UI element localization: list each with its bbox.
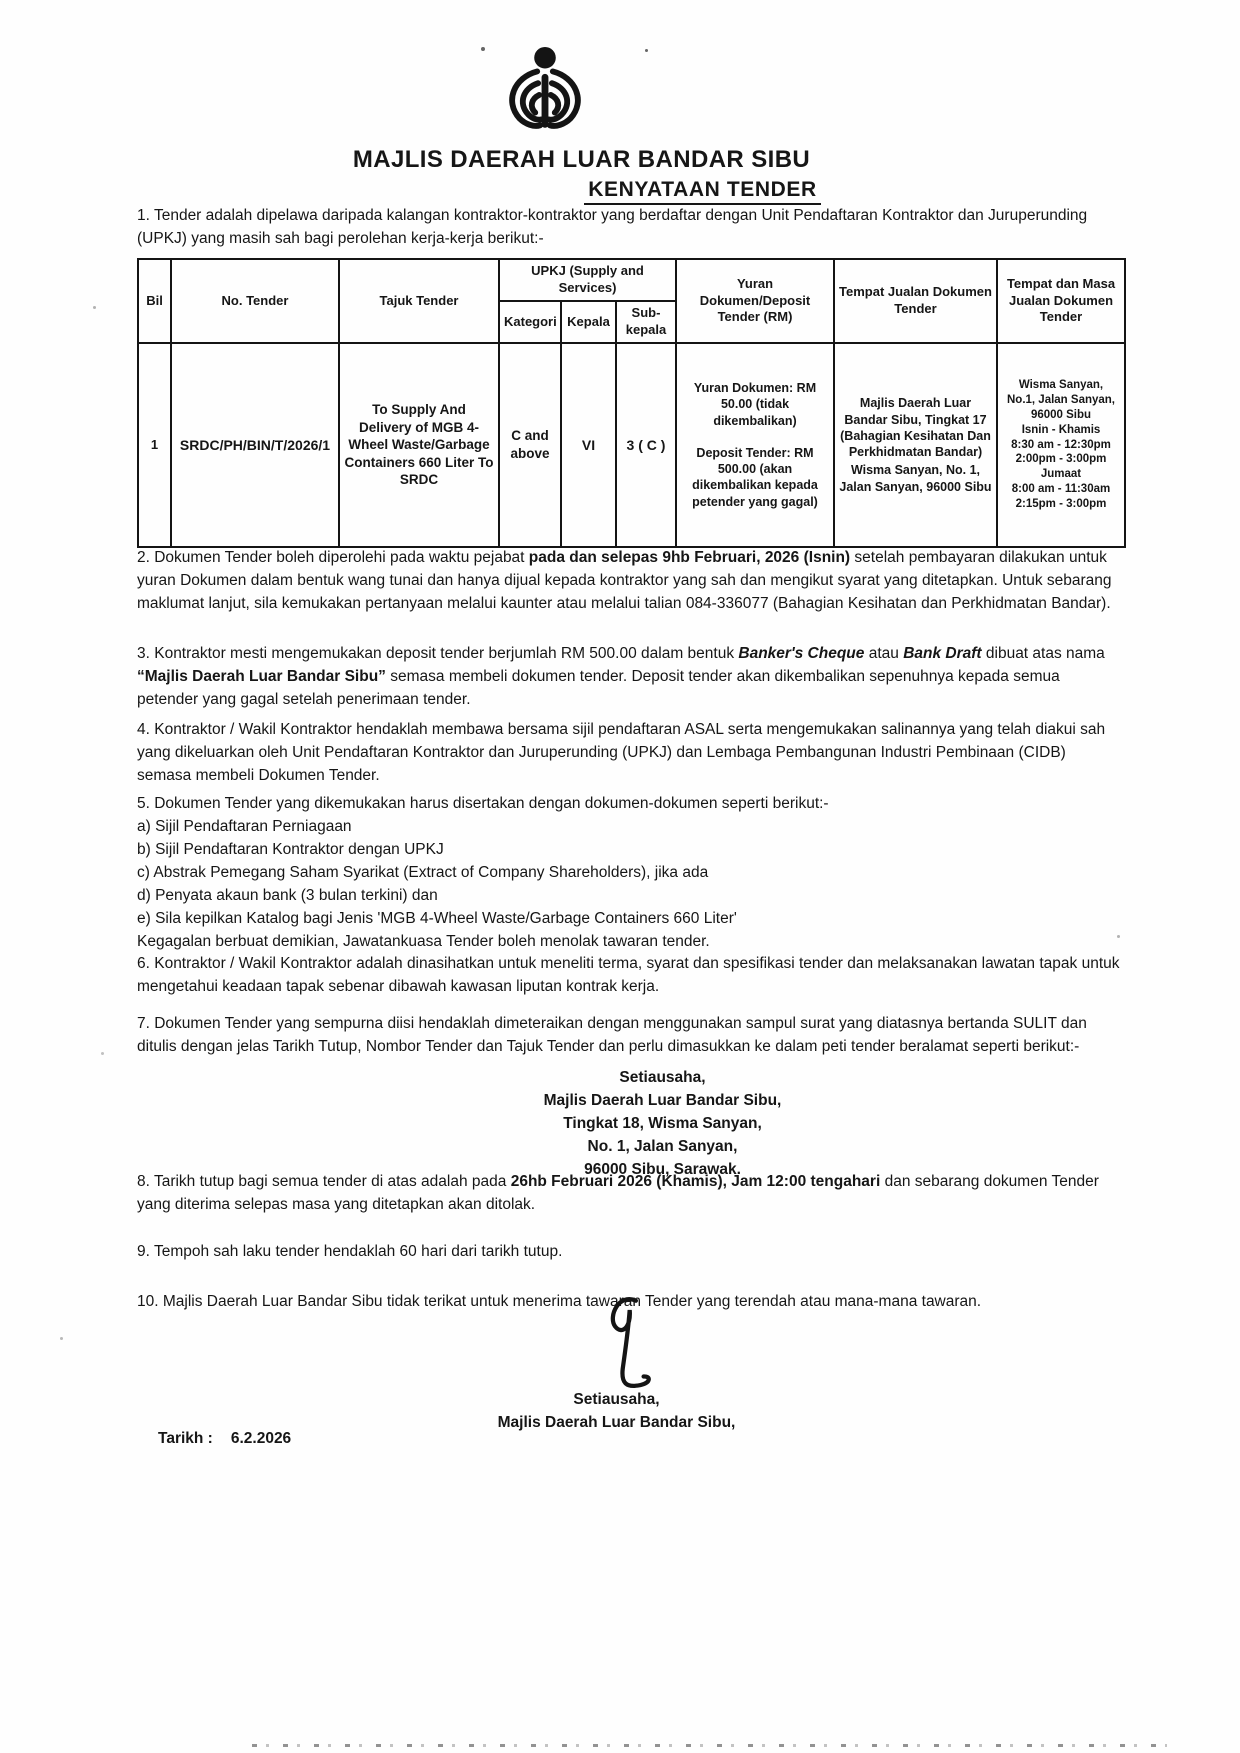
organization-name: MAJLIS DAERAH LUAR BANDAR SIBU [352, 146, 811, 173]
clause-1: 1. Tender adalah dipelawa daripada kalangan kontraktor-kontraktor yang berdaftar dengan Unit Pendaftaran Kontraktor dan Juruperunding (UPKJ) yang masih sah bagi perolehan kerja-kerja berikut:- [137, 207, 1088, 247]
cell-yuran-deposit: Yuran Dokumen: RM 50.00 (tidak dikembalikan) Deposit Tender: RM 500.00 (akan dikembalikan kepada petender yang gagal) [676, 343, 834, 547]
scan-speck [481, 47, 485, 51]
clause-2: 2. Dokumen Tender boleh diperolehi pada waktu pejabat pada dan selepas 9hb Februari, 2026 (Isnin) setelah pembayaran dilakukan untuk yuran Dokumen dalam bentuk wang tunai dan hanya dijual kepada kontraktor yang sah dan mengikut syarat yang ditetapkan. Untuk sebarang maklumat lanjut, sila kemukakan pertanyaan melalui kaunter atau melalui talian 084-336077 (Bahagian Kesihatan dan Perkhidmatan Bandar). [137, 549, 1112, 612]
scan-speck [645, 49, 648, 52]
col-header-no-tender: No. Tender [171, 259, 339, 343]
council-logo-icon [486, 44, 604, 142]
date-line [158, 1430, 291, 1448]
col-header-kepala: Kepala [561, 301, 616, 343]
scanner-edge-noise [252, 1744, 1167, 1747]
date-value: 6.2.2026 [230, 1430, 292, 1447]
clause-7: 7. Dokumen Tender yang sempurna diisi hendaklah dimeteraikan dengan menggunakan sampul surat yang diatasnya bertanda SULIT dan ditulis dengan jelas Tarikh Tutup, Nombor Tender dan Tajuk Tender dan perlu dimasukkan ke dalam peti tender beralamat seperti berikut:- [137, 1015, 1087, 1055]
tender-table-wrap [137, 258, 1124, 548]
clause-10: 10. Majlis Daerah Luar Bandar Sibu tidak terikat untuk menerima tawaran Tender yang terendah atau mana-mana tawaran. [137, 1293, 982, 1310]
col-header-yuran: Yuran Dokumen/Deposit Tender (RM) [676, 259, 834, 343]
col-header-bil: Bil [138, 259, 171, 343]
scan-speck [1117, 935, 1120, 938]
scan-speck [60, 1337, 63, 1340]
cell-bil: 1 [138, 343, 171, 547]
col-header-sub-kepala: Sub-kepala [616, 301, 676, 343]
signature-block: Setiausaha, Majlis Daerah Luar Bandar Sibu, [497, 1391, 736, 1431]
col-header-tempat-jualan: Tempat Jualan Dokumen Tender [834, 259, 997, 343]
clause-5-note: Kegagalan berbuat demikian, Jawatankuasa Tender boleh menolak tawaran tender. [137, 933, 710, 950]
table-row [138, 343, 1125, 547]
tender-box-address: Setiausaha, Majlis Daerah Luar Bandar Sibu, Tingkat 18, Wisma Sanyan, No. 1, Jalan Sanyan, 96000 Sibu, Sarawak. [543, 1069, 782, 1178]
clause-6: 6. Kontraktor / Wakil Kontraktor adalah dinasihatkan untuk meneliti terma, syarat dan spesifikasi tender dan melaksanakan lawatan tapak untuk mengetahui keadaan tapak sebenar dibawah kawasan liputan kontrak kerja. [137, 955, 1120, 995]
cell-tempat-masa: Wisma Sanyan, No.1, Jalan Sanyan, 96000 Sibu Isnin - Khamis 8:30 am - 12:30pm 2:00pm - 3:00pm Jumaat 8:00 am - 11:30am 2:15pm - 3:00pm [997, 343, 1125, 547]
clause-5 [137, 792, 1124, 953]
clause-8: 8. Tarikh tutup bagi semua tender di atas adalah pada 26hb Februari 2026 (Khamis), Jam 12:00 tengahari dan sebarang dokumen Tender yang diterima selepas masa yang ditetapkan akan ditolak. [137, 1173, 1099, 1213]
clause-3: 3. Kontraktor mesti mengemukakan deposit tender berjumlah RM 500.00 dalam bentuk Banker's Cheque atau Bank Draft dibuat atas nama “Majlis Daerah Luar Bandar Sibu” semasa membeli dokumen tender. Deposit tender akan dikembalikan sepenuhnya kepada semua petender yang gagal setelah penerimaan tender. [137, 645, 1105, 708]
document-header [137, 44, 1124, 147]
col-header-tempat-masa: Tempat dan Masa Jualan Dokumen Tender [997, 259, 1125, 343]
tender-table [137, 258, 1126, 548]
cell-tempat-jualan: Majlis Daerah Luar Bandar Sibu, Tingkat 17 (Bahagian Kesihatan Dan Perkhidmatan Bandar) Wisma Sanyan, No. 1, Jalan Sanyan, 96000 Sibu [834, 343, 997, 547]
cell-no-tender: SRDC/PH/BIN/T/2026/1 [171, 343, 339, 547]
col-header-upkj-group: UPKJ (Supply and Services) [499, 259, 676, 301]
cell-sub-kepala: 3 ( C ) [616, 343, 676, 547]
clause-9: 9. Tempoh sah laku tender hendaklah 60 hari dari tarikh tutup. [137, 1243, 563, 1260]
cell-kepala: VI [561, 343, 616, 547]
clause-4: 4. Kontraktor / Wakil Kontraktor hendaklah membawa bersama sijil pendaftaran ASAL serta mengemukakan salinannya yang telah diakui sah yang dikeluarkan oleh Unit Pendaftaran Kontraktor dan Juruperunding (UPKJ) dan Lembaga Pembangunan Industri Pembinaan (CIDB) semasa membeli Dokumen Tender. [137, 721, 1106, 784]
col-header-tajuk-tender: Tajuk Tender [339, 259, 499, 343]
scan-speck [93, 306, 96, 309]
cell-kategori: C and above [499, 343, 561, 547]
scan-speck [101, 1052, 104, 1055]
clause-5-intro: 5. Dokumen Tender yang dikemukakan harus disertakan dengan dokumen-dokumen seperti berikut:- [137, 795, 829, 812]
date-label: Tarikh : [158, 1430, 213, 1447]
document-title: KENYATAAN TENDER [137, 178, 1124, 205]
cell-tajuk-tender: To Supply And Delivery of MGB 4-Wheel Waste/Garbage Containers 660 Liter To SRDC [339, 343, 499, 547]
required-documents-list: a) Sijil Pendaftaran Perniagaan b) Sijil Pendaftaran Kontraktor dengan UPKJ c) Abstrak Pemegang Saham Syarikat (Extract of Company Shareholders), jika ada d) Penyata akaun bank (3 bulan terkini) dan e) Sila kepilkan Katalog bagi Jenis 'MGB 4-Wheel Waste/Garbage Containers 660 Liter' [137, 818, 737, 927]
col-header-kategori: Kategori [499, 301, 561, 343]
